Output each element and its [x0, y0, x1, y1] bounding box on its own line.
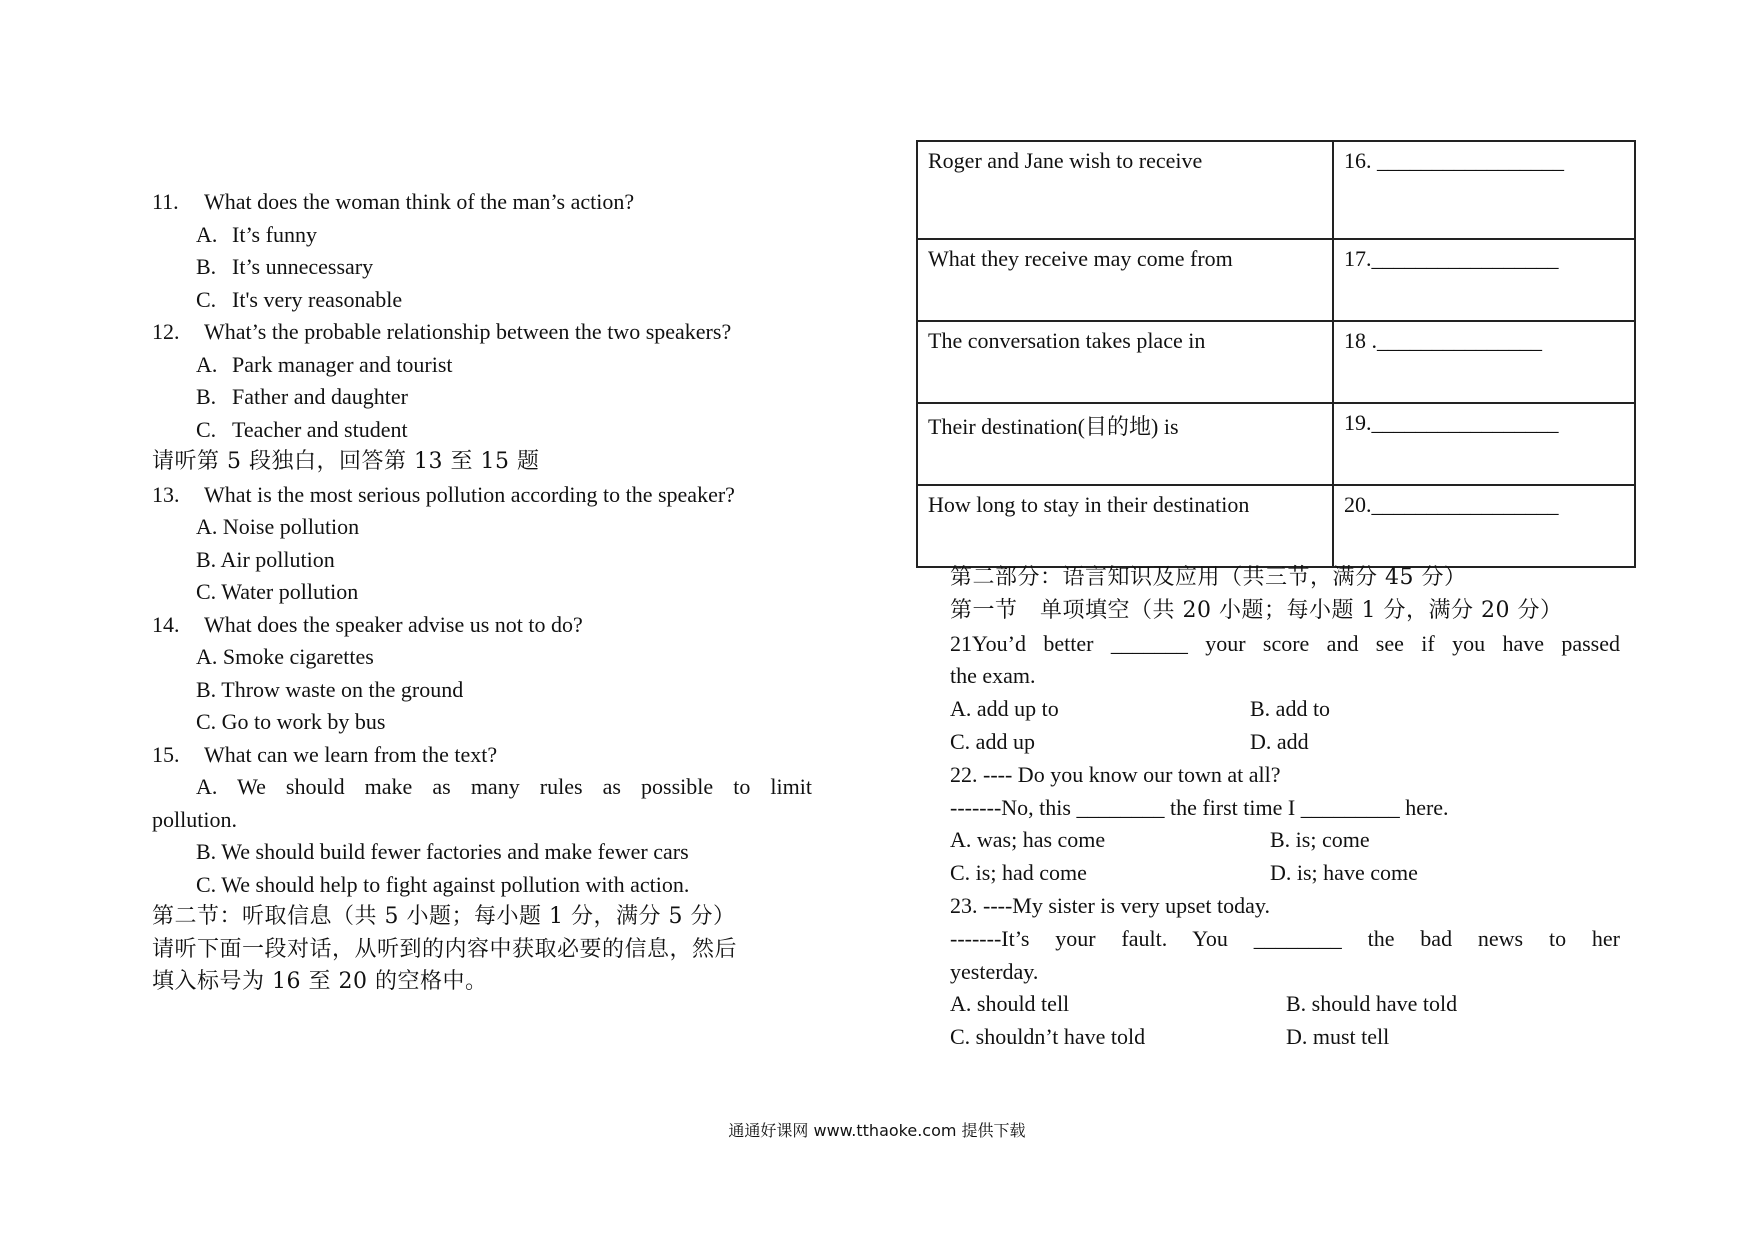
option-23b: B. should have told: [1286, 991, 1458, 1017]
question-23-options-cd: [950, 1021, 1620, 1054]
option-letter: A.: [196, 351, 218, 377]
question-21-options-cd: [950, 726, 1620, 759]
table-cell-label: The conversation takes place in: [917, 321, 1333, 403]
option-21c: C. add up: [950, 728, 1035, 754]
option-text: Teacher and student: [232, 416, 408, 442]
info-table-wrap: [916, 140, 1636, 568]
option-23d: D. must tell: [1286, 1024, 1390, 1050]
table-cell-blank: 19._________________: [1333, 403, 1635, 485]
left-column: [152, 186, 812, 999]
part2-instruction-2: 填入标号为 16 至 20 的空格中。: [152, 969, 488, 994]
option-letter: B.: [196, 384, 217, 409]
option-14a: A. Smoke cigarettes: [196, 644, 374, 669]
option-22b: B. is; come: [1270, 827, 1370, 853]
option-15a-line2: pollution.: [152, 806, 237, 832]
option-letter: C.: [196, 416, 217, 442]
option-22a: A. was; has come: [950, 827, 1106, 853]
table-cell-label: Roger and Jane wish to receive: [917, 141, 1333, 239]
option-letter: B.: [196, 254, 217, 279]
question-12: [152, 316, 812, 349]
option-21b: B. add to: [1250, 696, 1331, 722]
info-table: [916, 140, 1636, 568]
question-13: [152, 479, 812, 512]
question-number: 15.: [152, 741, 180, 767]
question-22-line1: 22. ---- Do you know our town at all?: [950, 761, 1281, 787]
option-letter: A.: [196, 221, 218, 247]
question-text: What is the most serious pollution according to the speaker?: [204, 481, 735, 507]
question-11: [152, 186, 812, 219]
section-5-instruction: 请听第 5 段独白，回答第 13 至 15 题: [152, 449, 540, 474]
option-21a: A. add up to: [950, 696, 1059, 722]
option-text: It’s unnecessary: [232, 254, 374, 279]
option-text: Park manager and tourist: [232, 351, 453, 377]
option-text: It's very reasonable: [232, 286, 403, 312]
question-23-line3: yesterday.: [950, 958, 1039, 984]
option-14b: B. Throw waste on the ground: [196, 676, 464, 702]
table-row: [917, 403, 1635, 485]
option-15c: C. We should help to fight against pollution with action.: [196, 871, 690, 897]
option-15a-line1: A. We should make as many rules as possible to limit: [196, 774, 812, 799]
option-23a: A. should tell: [950, 991, 1070, 1017]
question-15: [152, 739, 812, 772]
option-12c: [152, 414, 812, 447]
question-21-options-ab: [950, 693, 1620, 726]
option-11c: [152, 284, 812, 317]
option-11a: [152, 219, 812, 252]
option-23c: C. shouldn’t have told: [950, 1024, 1146, 1050]
table-row: [917, 485, 1635, 567]
option-13c: C. Water pollution: [196, 579, 359, 604]
part-title: 第二部分：语言知识及应用（共三节，满分 45 分）: [950, 565, 1467, 590]
table-cell-blank: 16. _________________: [1333, 141, 1635, 239]
table-cell-blank: 18 ._______________: [1333, 321, 1635, 403]
option-22c: C. is; had come: [950, 860, 1087, 886]
question-text: What does the speaker advise us not to do?: [204, 611, 583, 637]
option-13b: B. Air pollution: [196, 546, 335, 572]
right-column: [950, 562, 1620, 1054]
option-12a: [152, 349, 812, 382]
option-11b: [152, 251, 812, 284]
table-cell-label: How long to stay in their destination: [917, 485, 1333, 567]
option-text: It’s funny: [232, 221, 317, 247]
question-number: 12.: [152, 319, 180, 344]
table-cell-label: What they receive may come from: [917, 239, 1333, 321]
question-23-line1: 23. ----My sister is very upset today.: [950, 892, 1270, 918]
table-cell-blank: 20._________________: [1333, 485, 1635, 567]
table-cell-label: Their destination(目的地) is: [917, 403, 1333, 485]
option-21d: D. add: [1250, 728, 1309, 754]
question-23-line2: -------It’s your fault. You ________ the bad news to her: [950, 925, 1620, 951]
question-number: 13.: [152, 481, 180, 507]
option-15b: B. We should build fewer factories and make fewer cars: [196, 839, 689, 864]
question-21-line1: 21You’d better _______ your score and see if you have passed: [950, 630, 1620, 656]
question-22-line2: -------No, this ________ the first time I _________ here.: [950, 794, 1449, 820]
question-number: 11.: [152, 189, 179, 214]
table-row: [917, 239, 1635, 321]
question-23-options-ab: [950, 988, 1620, 1021]
question-text: What does the woman think of the man’s action?: [204, 189, 635, 214]
question-22-options-ab: [950, 824, 1620, 857]
table-row: [917, 321, 1635, 403]
option-22d: D. is; have come: [1270, 860, 1418, 886]
option-13a: A. Noise pollution: [196, 514, 360, 539]
question-21-line2: the exam.: [950, 663, 1036, 689]
option-12b: [152, 381, 812, 414]
footer-text: 通通好课网 www.tthaoke.com 提供下载: [728, 1121, 1026, 1140]
table-cell-blank: 17._________________: [1333, 239, 1635, 321]
question-22-options-cd: [950, 857, 1620, 890]
option-text: Father and daughter: [232, 384, 408, 409]
part2-instruction-1: 请听下面一段对话，从听到的内容中获取必要的信息，然后: [152, 936, 738, 962]
question-number: 14.: [152, 611, 180, 637]
question-text: What can we learn from the text?: [204, 741, 498, 767]
table-row: [917, 141, 1635, 239]
question-14: [152, 609, 812, 642]
question-text: What’s the probable relationship between the two speakers?: [204, 319, 732, 344]
section-title: 第一节 单项填空（共 20 小题；每小题 1 分，满分 20 分）: [950, 597, 1563, 623]
part2-title: 第二节：听取信息（共 5 小题；每小题 1 分，满分 5 分）: [152, 904, 736, 929]
option-letter: C.: [196, 286, 217, 312]
option-14c: C. Go to work by bus: [196, 709, 386, 734]
